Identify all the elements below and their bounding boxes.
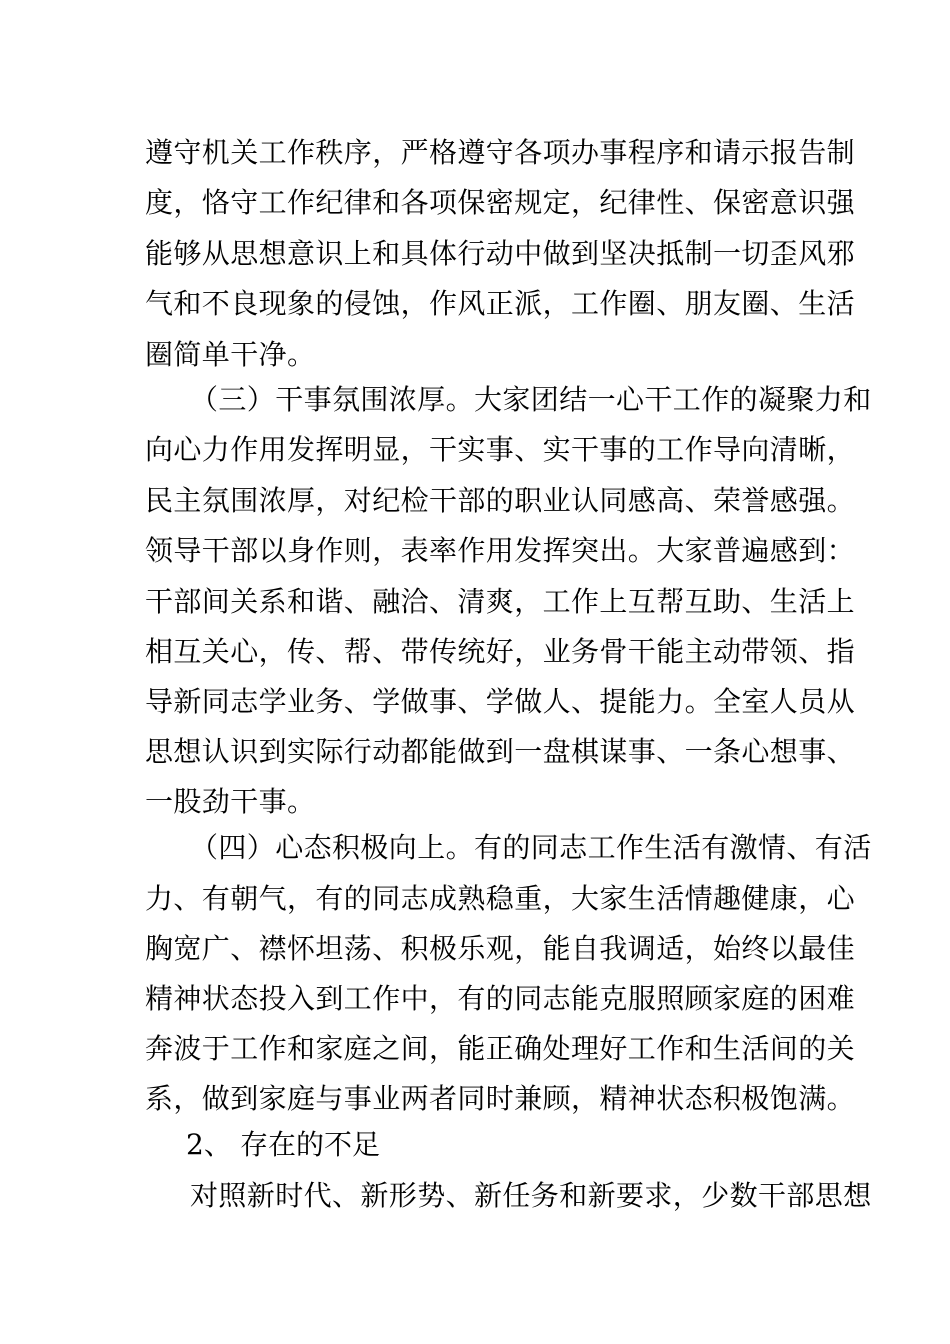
text-line: 系，做到家庭与事业两者同时兼顾，精神状态积极饱满。 xyxy=(145,1082,856,1115)
paragraph-heading-3: （三）干事氛围浓厚。大家团结一心干工作的凝聚力和 xyxy=(190,383,872,416)
text-line: 民主氛围浓厚，对纪检干部的职业认同感高、荣誉感强。 xyxy=(145,484,856,517)
text-line: 气和不良现象的侵蚀，作风正派，工作圈、朋友圈、生活 xyxy=(145,287,856,320)
text-line: 一股劲干事。 xyxy=(145,785,316,818)
text-line: 导新同志学业务、学做事、学做人、提能力。全室人员从 xyxy=(145,685,856,718)
paragraph-heading-4: （四）心态积极向上。有的同志工作生活有激情、有活 xyxy=(190,831,872,864)
section-number: 2、 xyxy=(186,1128,232,1161)
text-line: 能够从思想意识上和具体行动中做到坚决抵制一切歪风邪 xyxy=(145,237,856,270)
text-line: 向心力作用发挥明显，干实事、实干事的工作导向清晰， xyxy=(145,433,856,466)
text-line: 胸宽广、襟怀坦荡、积极乐观，能自我调适，始终以最佳 xyxy=(145,932,856,965)
text-line: 遵守机关工作秩序，严格遵守各项办事程序和请示报告制 xyxy=(145,136,856,169)
text-line: 领导干部以身作则，表率作用发挥突出。大家普遍感到： xyxy=(145,534,856,567)
text-line: 圈简单干净。 xyxy=(145,338,316,371)
text-line: 度，恪守工作纪律和各项保密规定，纪律性、保密意识强 xyxy=(145,186,856,219)
section-heading: 存在的不足 xyxy=(240,1128,381,1161)
text-line: 干部间关系和谐、融洽、清爽，工作上互帮互助、生活上 xyxy=(145,585,856,618)
text-line: 精神状态投入到工作中，有的同志能克服照顾家庭的困难 xyxy=(145,982,856,1015)
text-line: 力、有朝气，有的同志成熟稳重，大家生活情趣健康，心 xyxy=(145,882,856,915)
text-line: 思想认识到实际行动都能做到一盘棋谋事、一条心想事、 xyxy=(145,735,856,768)
text-line: 奔波于工作和家庭之间，能正确处理好工作和生活间的关 xyxy=(145,1032,856,1065)
text-line: 对照新时代、新形势、新任务和新要求，少数干部思想 xyxy=(190,1179,872,1212)
text-line: 相互关心，传、帮、带传统好，业务骨干能主动带领、指 xyxy=(145,635,856,668)
